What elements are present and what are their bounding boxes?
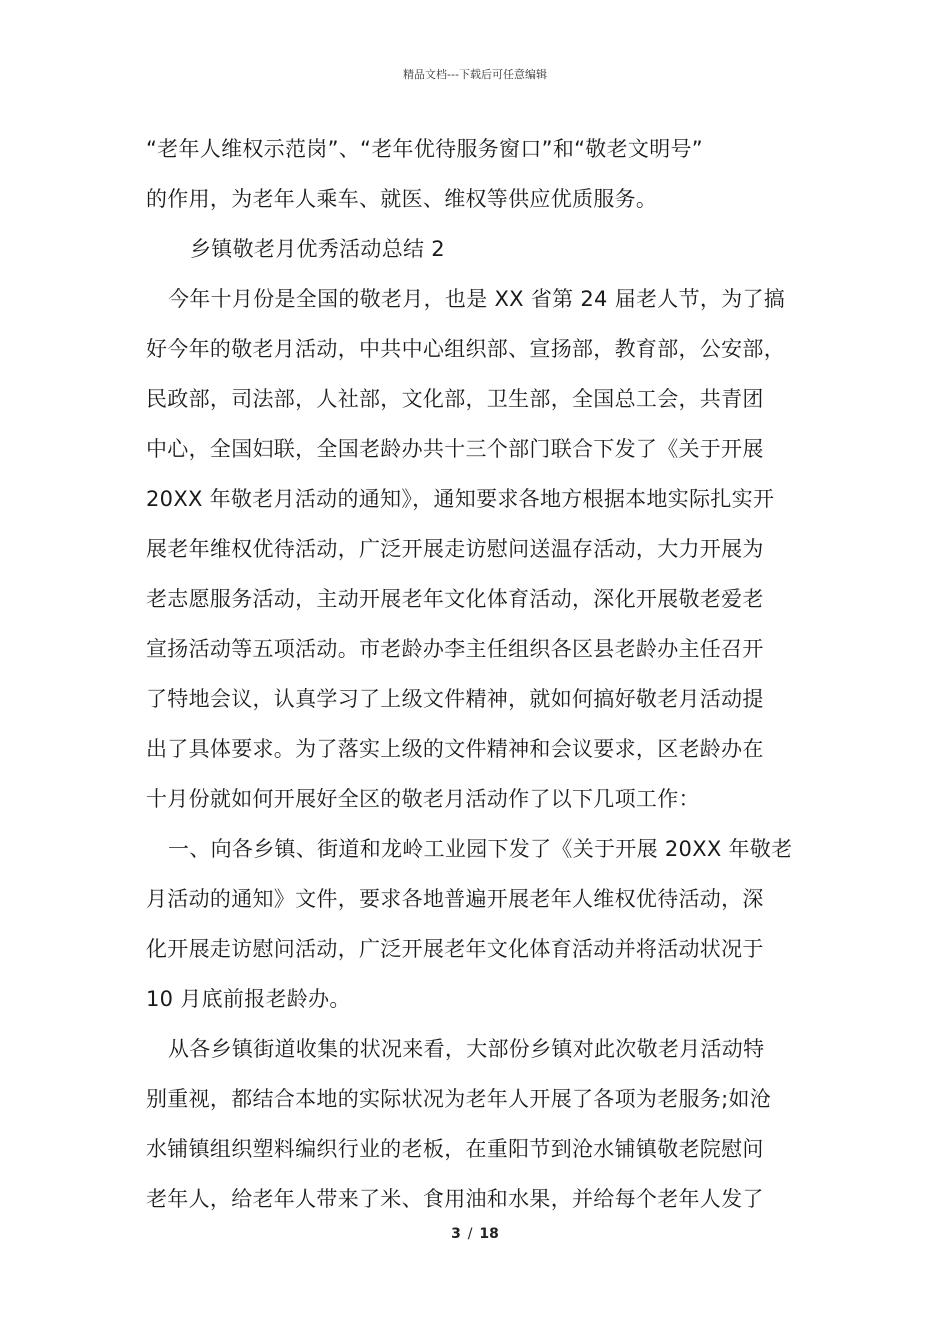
page-separator: / [467, 1226, 473, 1242]
page-total: 18 [479, 1226, 499, 1242]
text-line: 出了具体要求。为了落实上级的文件精神和会议要求，区老龄办在 [146, 737, 764, 761]
text-line: 老年人，给老年人带来了米、食用油和水果，并给每个老年人发了 [146, 1187, 764, 1211]
text-line: 水铺镇组织塑料编织行业的老板，在重阳节到沧水铺镇敬老院慰问 [146, 1137, 764, 1161]
text-line: 了特地会议，认真学习了上级文件精神，就如何搞好敬老月活动提 [146, 687, 764, 711]
document-body [146, 124, 814, 1224]
text-line: 别重视，都结合本地的实际状况为老年人开展了各项为老服务;如沧 [146, 1087, 772, 1111]
page-number: 3 [451, 1226, 461, 1242]
page-footer [0, 1226, 950, 1242]
text-line: 10 月底前报老龄办。 [146, 987, 351, 1011]
text-line: “老年人维权示范岗”、“老年优待服务窗口”和“敬老文明号” [146, 137, 703, 161]
section-heading: 乡镇敬老月优秀活动总结 2 [190, 237, 445, 261]
text-line: 月活动的通知》文件，要求各地普遍开展老年人维权优待活动，深 [146, 887, 764, 911]
page-header: 精品文档---下载后可任意编辑 [403, 68, 547, 81]
text-line: 今年十月份是全国的敬老月，也是 XX 省第 24 届老人节，为了搞 [168, 287, 786, 311]
text-line: 中心，全国妇联，全国老龄办共十三个部门联合下发了《关于开展 [146, 437, 764, 461]
text-line: 的作用，为老年人乘车、就医、维权等供应优质服务。 [146, 187, 658, 211]
text-line: 民政部，司法部，人社部，文化部，卫生部，全国总工会，共青团 [146, 387, 764, 411]
text-line: 宣扬活动等五项活动。市老龄办李主任组织各区县老龄办主任召开 [146, 637, 764, 661]
text-line: 十月份就如何开展好全区的敬老月活动作了以下几项工作： [146, 787, 700, 811]
text-line: 化开展走访慰问活动，广泛开展老年文化体育活动并将活动状况于 [146, 937, 764, 961]
text-line: 20XX 年敬老月活动的通知》，通知要求各地方根据本地实际扎实开 [146, 487, 775, 511]
text-line: 好今年的敬老月活动，中共中心组织部、宣扬部，教育部，公安部， [146, 337, 785, 361]
text-line: 一、向各乡镇、街道和龙岭工业园下发了《关于开展 20XX 年敬老 [168, 837, 793, 861]
text-line: 展老年维权优待活动，广泛开展走访慰问送温存活动，大力开展为 [146, 537, 764, 561]
text-line: 老志愿服务活动，主动开展老年文化体育活动，深化开展敬老爱老 [146, 587, 764, 611]
text-line: 从各乡镇街道收集的状况来看，大部份乡镇对此次敬老月活动特 [168, 1037, 765, 1061]
